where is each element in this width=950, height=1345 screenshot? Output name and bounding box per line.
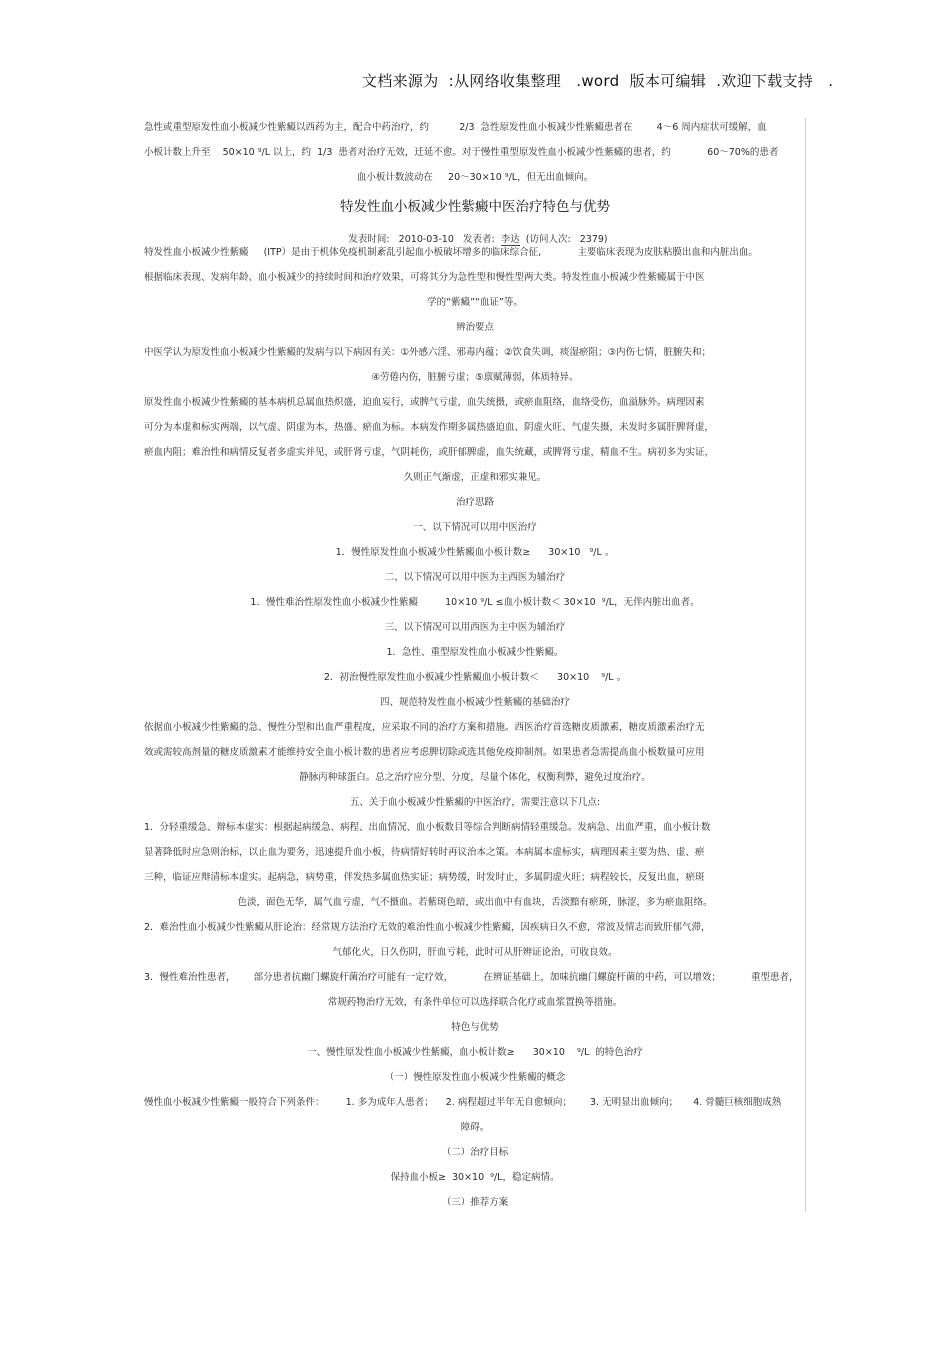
article-title: 特发性血小板减少性紫癜中医治疗特色与优势 bbox=[340, 199, 610, 215]
document-header: 文档来源为 :从网络收集整理 .word 版本可编辑 .欢迎下载支持 . bbox=[362, 72, 834, 90]
meta-prefix: 发表时间: 2010-03-10 发表者: bbox=[348, 234, 501, 245]
body-line: 1．慢性原发性血小板减少性紫癜血小板计数≥ 30×10 ⁹/L 。 bbox=[335, 547, 615, 558]
subsection-heading: 一、慢性原发性血小板减少性紫癜，血小板计数≥ 30×10 ⁹/L 的特色治疗 bbox=[307, 1047, 643, 1058]
body-line: 慢性血小板减少性紫癜一般符合下列条件： 1. 多为成年人患者； 2. 病程超过半年无自愈倾向； 3. 无明显出血倾向； 4. 骨髓巨核细胞成熟 bbox=[144, 1097, 782, 1108]
subsection-heading: 四、规范特发性血小板减少性紫癜的基础治疗 bbox=[379, 697, 570, 708]
article-meta bbox=[0, 222, 950, 246]
body-line: 可分为本虚和标实两端，以气虚、阴虚为本，热盛、瘀血为标。本病发作期多属热盛迫血、阴虚火旺、气虚失摄，未发时多属肝脾肾虚， bbox=[144, 422, 715, 433]
body-line: 2．难治性血小板减少性紫癜从肝论治：经常规方法治疗无效的难治性血小板减少性紫癜，因疾病日久不愈，常波及情志而致肝郁气滞， bbox=[144, 922, 711, 933]
intro-line: 血小板计数波动在 20～30×10 ⁹/L，但无出血倾向。 bbox=[356, 172, 594, 183]
body-line: 色淡，面色无华，属气血亏虚，气不摄血。若紫斑色暗，或出血中有血块，舌淡黯有瘀斑，脉涩，多为瘀血阻络。 bbox=[237, 897, 713, 908]
body-line: 保持血小板≥ 30×10 ⁹/L，稳定病情。 bbox=[390, 1172, 560, 1183]
body-line: 学的“紫癜”“血证”等。 bbox=[427, 297, 523, 308]
intro-line: 急性或重型原发性血小板减少性紫癜以西药为主，配合中药治疗，约 2/3 急性原发性血小板减少性紫癜患者在 4～6 周内症状可缓解，血 bbox=[144, 122, 767, 133]
body-line: 久则正气渐虚，正虚和邪实兼见。 bbox=[403, 472, 547, 483]
body-line: ④劳倦内伤，脏腑亏虚；⑤禀赋薄弱，体质特异。 bbox=[371, 372, 579, 383]
body-line: 1．急性、重型原发性血小板减少性紫癜。 bbox=[386, 647, 564, 658]
meta-suffix: (访问人次: 2379) bbox=[519, 234, 608, 245]
subsection-heading: 二、以下情况可以用中医为主西医为辅治疗 bbox=[384, 572, 566, 583]
body-line: 显著降低时应急则治标，以止血为要务，迅速提升血小板，待病情好转时再议治本之策。本病属本虚标实，病理因素主要为热、虚、瘀 bbox=[144, 847, 705, 858]
section-heading: 特色与优势 bbox=[451, 1022, 499, 1033]
body-line: 效或需较高剂量的糖皮质激素才能维持安全血小板计数的患者应考虑脾切除或选其他免疫抑制剂。如果患者急需提高血小板数量可应用 bbox=[144, 747, 705, 758]
section-heading: 治疗思路 bbox=[455, 497, 494, 508]
subsection-heading: 一、以下情况可以用中医治疗 bbox=[413, 522, 537, 533]
subsection-heading: （三）推荐方案 bbox=[441, 1197, 509, 1208]
body-line: 常规药物治疗无效，有条件单位可以选择联合化疗或血浆置换等措施。 bbox=[327, 997, 623, 1008]
body-line: 依据血小板减少性紫癜的急、慢性分型和出血严重程度，应采取不同的治疗方案和措施。西医治疗首选糖皮质激素，糖皮质激素治疗无 bbox=[144, 722, 705, 733]
body-line: 瘀血内阻；难治性和病情反复者多虚实并见，或肝肾亏虚，气阴耗伤，或肝郁脾虚，血失统藏，或脾肾亏虚，精血不生。病初多为实证， bbox=[144, 447, 715, 458]
body-line: 三种，临证应辩清标本虚实。起病急，病势重，伴发热多属血热实证；病势缓，时发时止，多属阴虚火旺；病程较长，反复出血，瘀斑 bbox=[144, 872, 705, 883]
body-line: 原发性血小板减少性紫癜的基本病机总属血热炽盛，迫血妄行，或脾气亏虚，血失统摄，或瘀血阻络，血络受伤，血溢脉外。病理因素 bbox=[144, 397, 705, 408]
body-line: 障碍。 bbox=[460, 1122, 490, 1133]
body-line: 特发性血小板减少性紫癜 (ITP）是由于机体免疫机制紊乱引起血小板破坏增多的临床综合征, 主要临床表现为皮肤粘膜出血和内脏出血。 bbox=[144, 247, 758, 258]
subsection-heading: 三、以下情况可以用西医为主中医为辅治疗 bbox=[384, 622, 566, 633]
subsection-heading: （一）慢性原发性血小板减少性紫癜的概念 bbox=[384, 1072, 566, 1083]
body-line: 中医学认为原发性血小板减少性紫癜的发病与以下病因有关：①外感六淫、邪毒内蕴；②饮食失调，痰湿瘀阻；③内伤七情，脏腑失和； bbox=[144, 347, 712, 358]
body-line: 气郁化火，日久伤阴，肝血亏耗，此时可从肝辨证论治，可收良效。 bbox=[332, 947, 618, 958]
body-line: 1．分轻重缓急、辩标本虚实：根据起病缓急、病程、出血情况、血小板数目等综合判断病情轻重缓急。发病急、出血严重，血小板计数 bbox=[144, 822, 711, 833]
author-link[interactable]: 李达 bbox=[500, 234, 520, 245]
body-line: 根据临床表现、发病年龄、血小板减少的持续时间和治疗效果，可将其分为急性型和慢性型两大类。特发性血小板减少性紫癜属于中医 bbox=[144, 272, 705, 283]
body-line: 3．慢性难治性患者， 部分患者抗幽门螺旋杆菌治疗可能有一定疗效， 在辨证基础上，加味抗幽门螺旋杆菌的中药，可以增效； 重型患者， bbox=[144, 972, 799, 983]
body-line: 静脉丙种球蛋白。总之治疗应分型、分度，尽量个体化，权衡利弊，避免过度治疗。 bbox=[299, 772, 651, 783]
body-line: 2．初治慢性原发性血小板减少性紫癜血小板计数＜ 30×10 ⁹/L 。 bbox=[323, 672, 627, 683]
section-heading: 辨治要点 bbox=[455, 322, 494, 333]
body-line: 1．慢性难治性原发性血小板减少性紫癜 10×10 ⁹/L ≤血小板计数＜ 30×10 ⁹/L，无伴内脏出血者。 bbox=[250, 597, 700, 608]
subsection-heading: 五、关于血小板减少性紫癜的中医治疗，需要注意以下几点: bbox=[349, 797, 601, 808]
subsection-heading: （二）治疗目标 bbox=[441, 1147, 509, 1158]
intro-line: 小板计数上升至 50×10 ⁹/L 以上，约 1/3 患者对治疗无效，迁延不愈。对于慢性重型原发性血小板减少性紫癜的患者，约 60～70%的患者 bbox=[144, 147, 779, 158]
